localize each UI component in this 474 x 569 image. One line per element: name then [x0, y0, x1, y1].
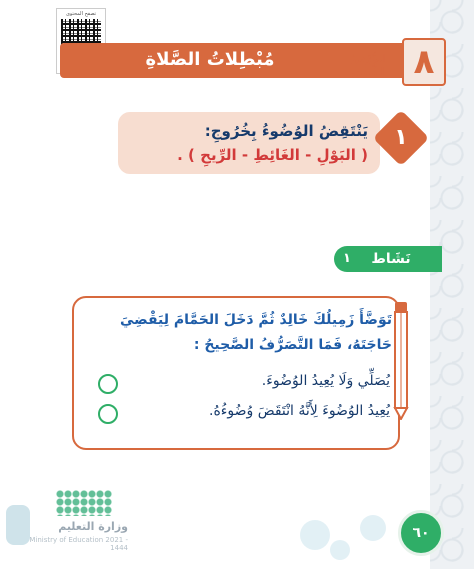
- qr-caption: تصفح المحتوى: [57, 10, 105, 18]
- lesson-number: ٨: [402, 38, 446, 86]
- rule-number: ١: [394, 125, 408, 150]
- ministry-emblem-icon: [6, 505, 30, 545]
- decorative-flower: [360, 515, 386, 541]
- lesson-title: مُبْطِلاتُ الصَّلاةِ: [145, 49, 275, 70]
- option-2-radio[interactable]: [98, 404, 118, 424]
- option-1-label: يُصَلِّي وَلَا يُعِيدُ الوُضُوءَ.: [261, 373, 390, 389]
- pencil-icon: [392, 300, 410, 420]
- decorative-flower: [300, 520, 330, 550]
- page-number: ٦٠: [398, 510, 444, 556]
- ministry-subtitle: Ministry of Education 2021 - 1444: [29, 536, 128, 552]
- rule-text-line1: يَنْتَقِضُ الوُضُوءُ بِخُرُوجِ:: [204, 122, 368, 140]
- option-2-label: يُعِيدُ الوُضُوءَ لِأَنَّهُ انْتَقَضَ وُضُوءُهُ.: [209, 403, 390, 419]
- ministry-name: وزارة التعليم: [58, 520, 128, 533]
- ministry-logo: [56, 490, 112, 516]
- rule-text-line2: ( البَوْلِ - الغَائِطِ - الرِّيحِ ) .: [177, 146, 368, 164]
- option-1-radio[interactable]: [98, 374, 118, 394]
- activity-number: ١: [343, 251, 351, 266]
- decorative-flower: [330, 540, 350, 560]
- question-text: تَوَضَّأَ زَمِيلُكَ خَالِدٌ ثُمَّ دَخَلَ الحَمَّامَ لِيَقْضِيَ حَاجَتَهُ، فَمَا التَّصَرُّفُ الصَّحِيحُ :: [119, 312, 392, 353]
- activity-label: نَشَاط: [371, 251, 411, 267]
- lesson-label: الدَّرْسُ الثَّامِن: [350, 52, 386, 78]
